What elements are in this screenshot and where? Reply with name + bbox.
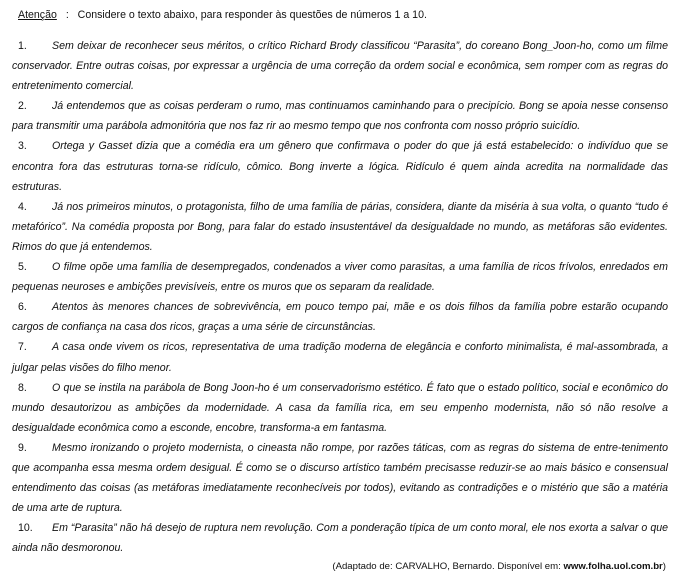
paragraph-text: Já nos primeiros minutos, o protagonista, filho de uma família de párias, considera, diante da miséria à sua volta, o quanto “tudo é metafórico”. Na comédia proposta por Bong, para falar do estado insustentável da desigualdade no mundo, as metáforas são evidentes. Rimos do que já entendemos. (12, 200, 668, 253)
document-page (12, 8, 668, 574)
attention-colon: : (65, 9, 69, 21)
paragraph (12, 136, 668, 196)
paragraph-number: 9. (18, 441, 27, 454)
paragraph (12, 197, 668, 257)
paragraph-number: 4. (18, 200, 27, 213)
paragraph-number: 5. (18, 261, 27, 274)
attention-label: Atenção (18, 9, 57, 21)
attention-note (18, 8, 668, 22)
paragraph-number: 10. (18, 522, 33, 535)
paragraph (12, 257, 668, 297)
paragraph-text: Ortega y Gasset dizia que a comédia era um gênero que confirmava o poder do que já está estabelecido: o indivíduo que se encontra fora das estruturas torna-se ridículo, cômico. Bong inverte a lógica. Ridículo é quem ainda acredita na normalidade das estruturas. (12, 140, 668, 193)
paragraph-number: 6. (18, 301, 27, 314)
paragraph-text: Em “Parasita” não há desejo de ruptura nem revolução. Com a ponderação típica de um conto moral, ele nos exorta a salvar o que ainda não desmoronou. (12, 522, 668, 555)
paragraph (12, 337, 668, 377)
paragraph-text: Sem deixar de reconhecer seus méritos, o crítico Richard Brody classificou “Parasita”, do coreano Bong_Joon-ho, como um filme conservador. Entre outras coisas, por expressar a urgência de uma correção da ordem social e econômica, sem romper com as regras do entretenimento comercial. (12, 40, 668, 93)
paragraph-text: O filme opõe uma família de desempregados, condenados a viver como parasitas, a uma família de ricos frívolos, enredados em pequenas neuroses e ambições previsíveis, entre os muros que os separam da realidade. (12, 261, 668, 294)
source-suffix: ) (662, 561, 666, 573)
paragraph-number: 1. (18, 40, 27, 52)
paragraph-text: Já entendemos que as coisas perderam o rumo, mas continuamos caminhando para o precipício. Bong se apoia nesse consenso para transmitir uma parábola admonitória que nos faz rir ao mesmo tempo que nos confronta com nosso próprio suicídio. (12, 100, 668, 133)
attention-text: Considere o texto abaixo, para responder às questões de números 1 a 10. (77, 9, 427, 21)
source-citation (12, 560, 668, 574)
paragraph (12, 36, 668, 96)
paragraph (12, 438, 668, 518)
paragraph-number: 8. (18, 381, 27, 394)
paragraph-text: A casa onde vivem os ricos, representativa de uma tradição moderna de elegância e conforto minimalista, é mal-assombrada, a julgar pelas visões do filho menor. (12, 341, 668, 374)
paragraph-list (12, 36, 668, 558)
paragraph (12, 297, 668, 337)
source-site: www.folha.uol.com.br (563, 561, 663, 573)
paragraph-number: 3. (18, 140, 27, 153)
paragraph-number: 2. (18, 100, 27, 113)
paragraph (12, 518, 668, 558)
paragraph-text: Mesmo ironizando o projeto modernista, o cineasta não rompe, por razões táticas, com as regras do sistema de entre-tenimento que acompanha essa mesma ordem desigual. É como se o discurso artístico também precisasse reduzir-se ao mais básico e consensual entendimento das coisas (as metáforas imediatamente reconhecíveis por todos), evitando as contradições e o mistério que são a matéria de uma arte de ruptura. (12, 441, 668, 515)
paragraph (12, 96, 668, 136)
source-prefix: (Adaptado de: CARVALHO, Bernardo. Disponível em: (332, 561, 564, 573)
paragraph-text: O que se instila na parábola de Bong Joon-ho é um conservadorismo estético. É fato que o estado político, social e econômico do mundo desautorizou as ambições da modernidade. A casa da família rica, em seu empenho modernista, não só não resolve a desigualdade econômica como a esconde, encobre, transforma-a em fantasma. (12, 381, 668, 434)
paragraph-number: 7. (18, 341, 27, 354)
paragraph-text: Atentos às menores chances de sobrevivência, em pouco tempo pai, mãe e os dois filhos da família pobre estarão ocupando cargos de confiança na casa dos ricos, graças a uma série de circunstâncias. (12, 301, 668, 334)
paragraph (12, 378, 668, 438)
